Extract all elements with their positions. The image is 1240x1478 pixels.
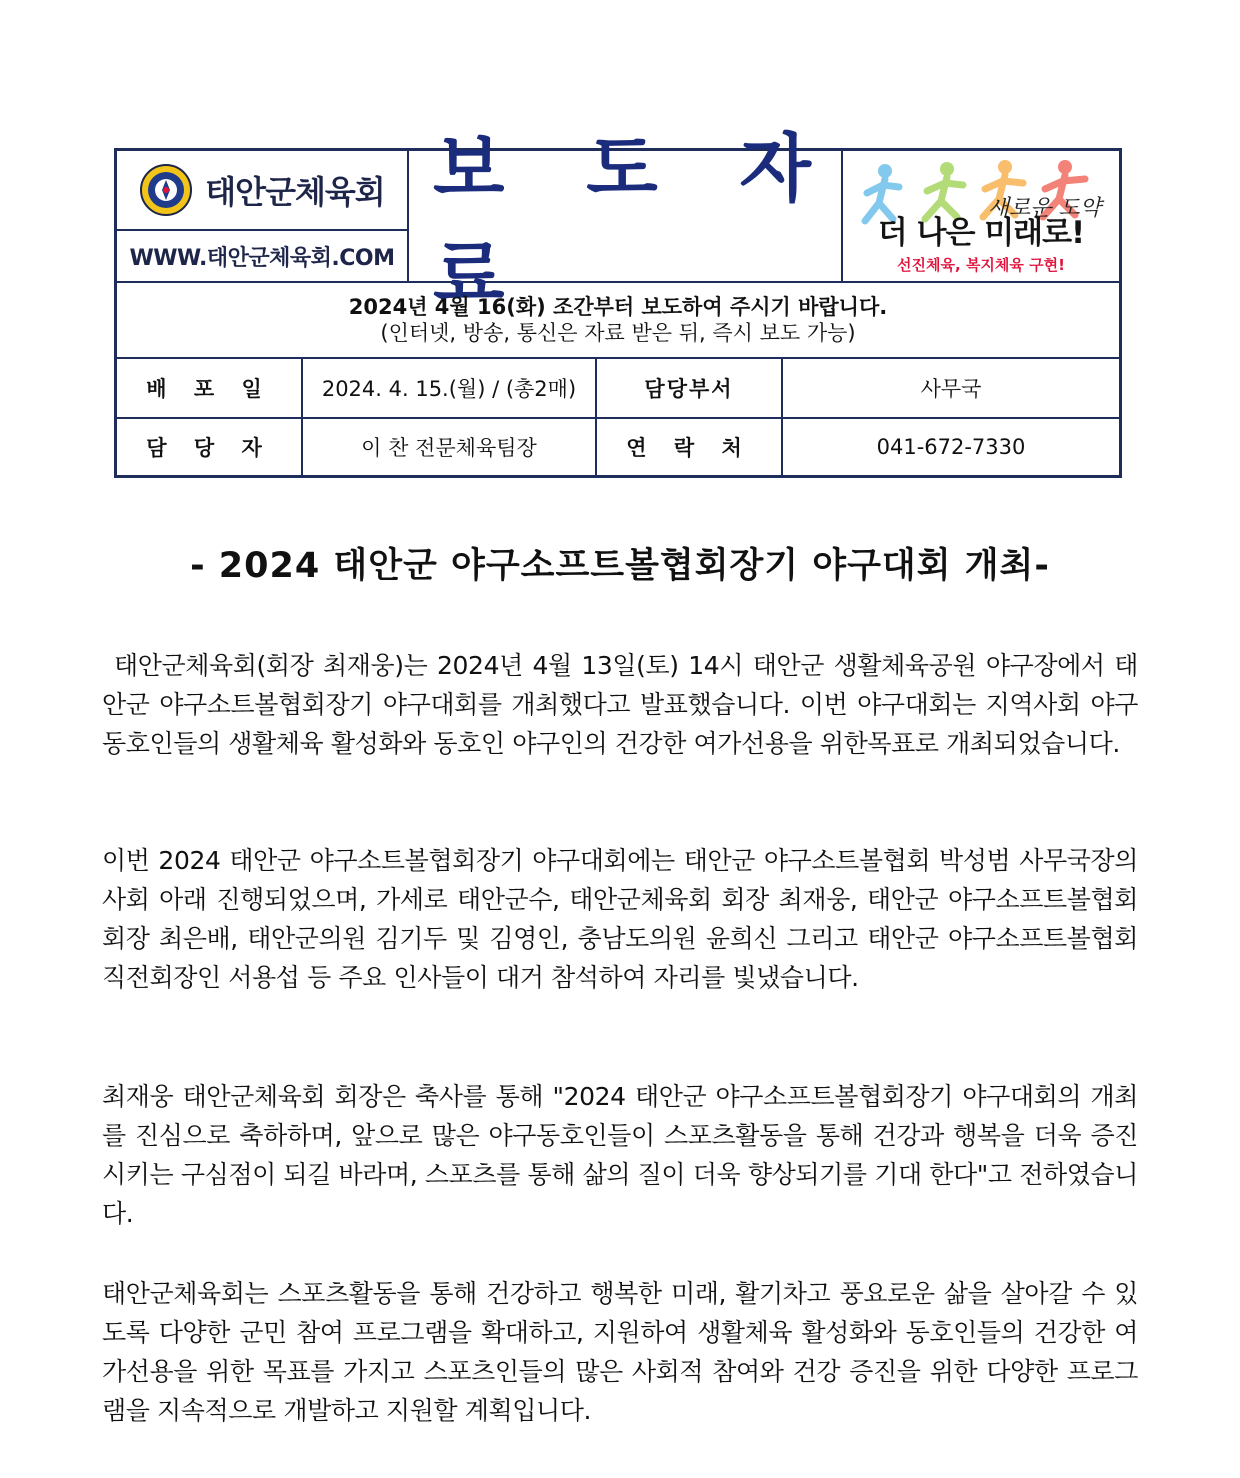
press-header xyxy=(114,126,1122,478)
body-paragraph-3: 최재웅 태안군체육회 회장은 축사를 통해 "2024 태안군 야구소프트볼협회장기 야구대회의 개최를 진심으로 축하하며, 앞으로 많은 야구동호인들이 스포츠활동을 통해 건강과 행복을 더욱 증진시키는 구심점이 되길 바라며, 스포츠를 통해 삶의 질이 더욱 향상되기를 기대 한다"고 전하였습니다. xyxy=(102,1082,1138,1228)
release-date-label: 배 포 일 xyxy=(117,359,303,417)
slogan-block xyxy=(843,151,1119,281)
department-value: 사무국 xyxy=(920,377,982,401)
info-row-2 xyxy=(117,419,1119,475)
org-name: 태안군체육회 xyxy=(205,173,385,211)
embargo-notice xyxy=(117,283,1119,357)
release-date-value: 2024. 4. 15.(월) / (총2매) xyxy=(303,359,597,417)
org-logo-block xyxy=(117,151,409,281)
press-title: 보 도 자 료 xyxy=(433,126,839,318)
body-paragraph-1: 태안군체육회(회장 최재웅)는 2024년 4월 13일(토) 14시 태안군 생활체육공원 야구장에서 태안군 야구소트볼협회장기 야구대회를 개최했다고 발표했습니다. 이번 야구대회는 지역사회 야구동호인들의 생활체육 활성화와 동호인 야구인의 건강한 여가선용을 위한목표로 개최되었습니다. xyxy=(102,651,1138,758)
headline: - 2024 태안군 야구소프트볼협회장기 야구대회 개최- xyxy=(190,546,1050,586)
slogan-script: 새로운 도약 xyxy=(987,196,1101,221)
emblem-icon xyxy=(139,163,193,217)
body-paragraph-2: 이번 2024 태안군 야구소트볼협회장기 야구대회에는 태안군 야구소트볼협회 박성범 사무국장의 사회 아래 진행되었으며, 가세로 태안군수, 태안군체육회 회장 최재웅, 태안군 야구소프트볼협회 회장 최은배, 태안군의원 김기두 및 김영인, 충남도의원 윤희신 그리고 태안군 야구소프트볼협회 직전회장인 서용섭 등 주요 인사들이 대거 참석하여 자리를 빛냈습니다. xyxy=(102,846,1138,992)
slogan-sub: 선진체육, 복지체육 구현! xyxy=(897,256,1065,274)
contact-person-value: 이 찬 전문체육팀장 xyxy=(303,419,597,475)
info-row-1 xyxy=(117,359,1119,419)
phone-value: 041-672-7330 xyxy=(876,435,1026,459)
contact-person-label: 담 당 자 xyxy=(117,419,303,475)
org-logo xyxy=(117,151,407,231)
department-label: 담당부서 xyxy=(597,359,783,417)
embargo-row xyxy=(117,283,1119,359)
embargo-line-1: 2024년 4월 16(화) 조간부터 보도하여 주시기 바랍니다. xyxy=(348,295,888,319)
slogan-main: 더 나은 미래로! xyxy=(877,215,1085,251)
phone-label: 연 락 처 xyxy=(597,419,783,475)
org-url: WWW.태안군체육회.COM xyxy=(129,245,395,271)
body-paragraph-4: 태안군체육회는 스포츠활동을 통해 건강하고 행복한 미래, 활기차고 풍요로운 삶을 살아갈 수 있도록 다양한 군민 참여 프로그램을 확대하고, 지원하여 생활체육 활성화와 동호인들의 건강한 여가선용을 위한 목표를 가지고 스포츠인들의 많은 사회적 참여와 건강 증진을 위한 다양한 프로그램을 지속적으로 개발하고 지원할 계획입니다. xyxy=(102,1279,1138,1425)
embargo-line-2: (인터넷, 방송, 통신은 자료 받은 뒤, 즉시 보도 가능) xyxy=(380,321,856,345)
